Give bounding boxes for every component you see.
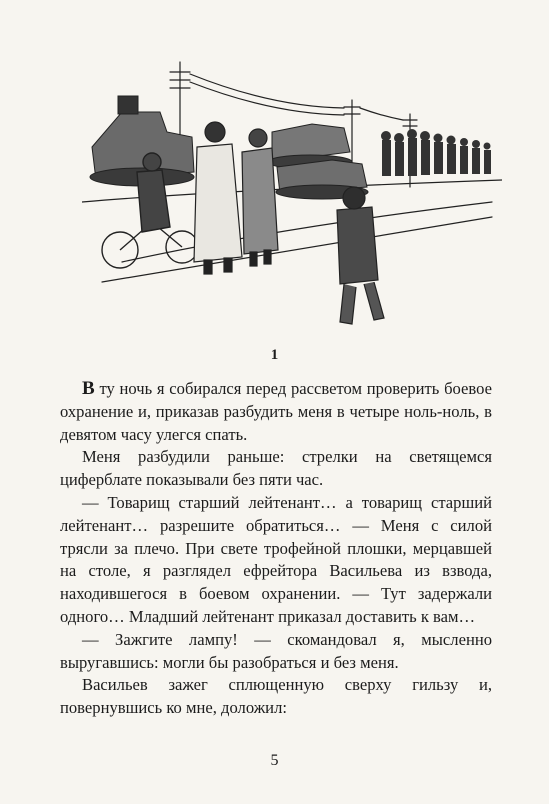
- war-scene-drawing: [82, 52, 502, 340]
- page-number: 5: [270, 752, 279, 769]
- paragraph-1-text: ту ночь я собирался перед рассветом проверить боевое охранение и, приказав разбудить меня в четыре ноль-ноль, в девятом часу улегся спать.: [60, 379, 492, 444]
- paragraph-1: [60, 378, 492, 446]
- drop-cap: В: [82, 378, 95, 399]
- paragraph-5: Васильев зажег сплющенную сверху гильзу и, повернувшись ко мне, доложил:: [60, 675, 492, 718]
- paragraph-2: Меня разбудили раньше: стрелки на светящемся циферблате показывали без пяти час.: [60, 447, 492, 490]
- paragraph-4: — Зажгите лампу! — скомандовал я, мысленно выругавшись: могли бы разобраться и без меня.: [60, 629, 492, 672]
- chapter-number: 1: [270, 347, 279, 363]
- chapter-illustration: [82, 52, 502, 340]
- body-text: [60, 378, 492, 720]
- paragraph-3: — Товарищ старший лейтенант… а товарищ старший лейтенант… разрешите обратиться… — Меня с силой трясли за плечо. При свете трофейной плошки, мерцавшей на столе, я разглядел ефрейтора Васильева из взвода, находившегося в боевом охранении. — Тут задержали одного… Младший лейтенант приказал доставить к вам…: [60, 492, 492, 626]
